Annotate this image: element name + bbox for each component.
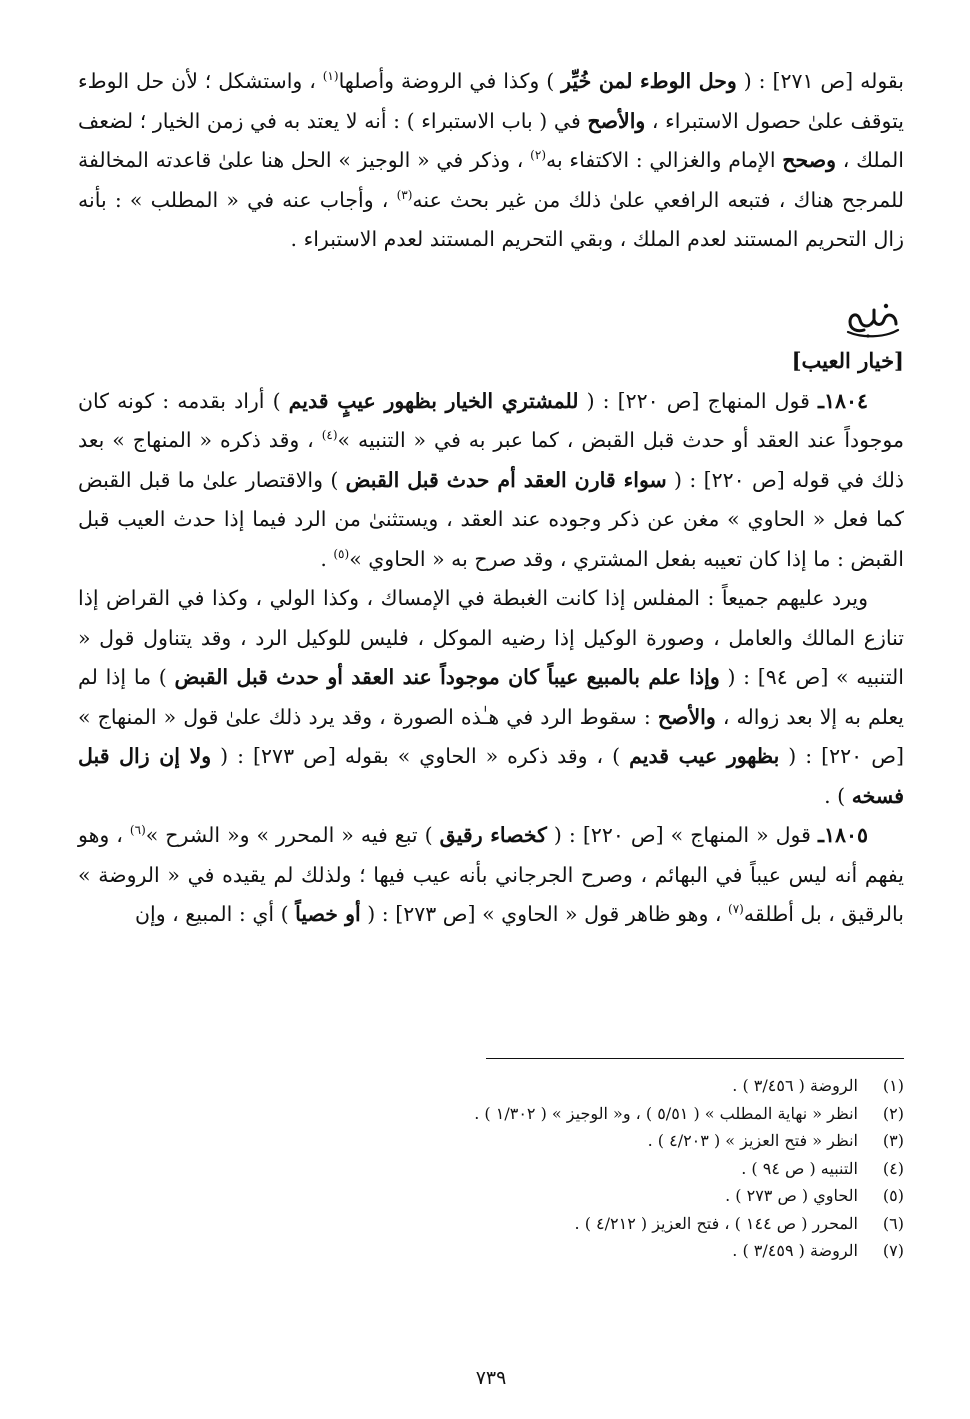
text: : ( — [546, 823, 583, 847]
footnote-divider — [486, 1058, 904, 1059]
page-number: ٧٣٩ — [475, 1367, 507, 1389]
main-text — [78, 62, 904, 935]
footnote-number: (٥) — [882, 1186, 904, 1205]
footnote — [78, 1155, 904, 1183]
footnote-marker: (٢) — [530, 148, 546, 163]
quoted-text: وحل الوطء لمن خُيِّر — [561, 69, 737, 93]
text: ، وهو ظاهر قول « الحاوي » — [475, 902, 729, 926]
footnote-marker: (٤) — [321, 428, 338, 443]
quoted-text: أو خصياً — [295, 902, 361, 926]
footnote — [78, 1210, 904, 1238]
footnote-text: الروضة ( ٣/٤٥٩ ) . — [732, 1241, 858, 1260]
text: ) تبع فيه « المحرر » و« الشرح » — [145, 823, 440, 847]
footnote — [78, 1072, 904, 1100]
quoted-text: ولا إن زال قبل فسخه — [78, 744, 904, 808]
quoted-text: وصحح — [782, 148, 837, 172]
footnote-number: (٣) — [882, 1131, 904, 1150]
text: : ( — [736, 69, 773, 93]
footnote-text: الروضة ( ٣/٤٥٦ ) . — [732, 1076, 858, 1095]
text: ) ، وقد ذكره « الحاوي » بقوله — [335, 744, 630, 768]
chapter-heading-calligraphy — [840, 296, 904, 342]
text: في ( باب الاستبراء ) : أنه لا يعتد به في زمن الخيار ؛ لضعف الملك ، — [78, 108, 904, 172]
page-reference: [ص ٢٢٠] — [703, 467, 785, 492]
quoted-text: والأصح — [587, 108, 646, 133]
text: : ( — [719, 665, 758, 689]
text: الإمام والغزالي : الاكتفاء به — [546, 148, 783, 172]
page-reference: [ص ٢٧٣] — [395, 902, 476, 926]
footnote — [78, 1100, 904, 1128]
issue-number: ١٨٠٥ـ — [817, 823, 868, 847]
page-reference: [ص ٢٢٠] — [582, 823, 664, 847]
text: بقوله — [853, 69, 904, 93]
text: ) أي : المبيع ، وإن — [135, 902, 296, 926]
page-reference: [ص ٢٧٣] — [253, 744, 336, 768]
text: : سقوط الرد في هـٰذه الصورة ، وقد يرد ذلك علىٰ قول « المنهاج » — [78, 704, 658, 729]
footnote-text: انظر « فتح العزيز » ( ٤/٢٠٣ ) . — [647, 1131, 858, 1150]
quoted-text: بظهور عيب قديم — [629, 744, 780, 768]
quoted-text: والأصح — [657, 704, 716, 729]
quoted-text: سواء قارن العقد أم حدث قبل القبض — [345, 467, 667, 492]
section-title: [خيار العيب] — [791, 347, 904, 373]
quoted-text: كخصاء رقيق — [439, 823, 547, 847]
book-page — [78, 62, 904, 1402]
text: : ( — [578, 388, 618, 413]
chapter-heading-text: فصل — [869, 325, 872, 327]
footnote-marker: (٧) — [728, 902, 744, 917]
paragraph-1804 — [78, 382, 904, 580]
footnote-number: (١) — [882, 1076, 904, 1095]
text: ، واستشكل ؛ لأن حل الوطء يتوقف علىٰ حصول الاستبراء ، — [78, 69, 904, 133]
text: . — [320, 546, 334, 571]
footnote-text: المحرر ( ص ١٤٤ ) ، فتح العزيز ( ٤/٢١٢ ) . — [574, 1213, 858, 1233]
footnote-number: (٢) — [882, 1103, 904, 1123]
footnote-marker: (٦) — [129, 823, 146, 838]
footnote — [78, 1237, 904, 1265]
footnote-text: الحاوي ( ص ٢٧٣ ) . — [725, 1186, 858, 1205]
text: ، وأجاب عنه في « المطلب » : بأنه زال التحريم المستند لعدم الملك ، وبقي التحريم المستند لعدم الاستبراء . — [78, 187, 904, 251]
footnote-number: (٧) — [882, 1241, 904, 1260]
text: : ( — [779, 744, 822, 768]
footnote — [78, 1127, 904, 1155]
footnote-text: انظر « نهاية المطلب » ( ٥/٥١ ) ، و« الوجيز » ( ١/٣٠٢ ) . — [474, 1103, 858, 1123]
text: ، وقد ذكره « المنهاج » بعد ذلك في قوله — [78, 428, 904, 492]
text: : ( — [211, 744, 254, 768]
text: ، وذكر في « الوجيز » الحل هنا علىٰ قاعدته المخالفة للمرجح هناك ، فتبعه الرافعي علىٰ ذلك من غير بحث عنه — [78, 148, 904, 212]
text: ، وهو يفهم أنه ليس عيباً في البهائم ، وصرح الجرجاني بأنه عيب فيها ؛ ولذلك لم يقيده في « الروضة » بالرقيق ، بل أطلقه — [78, 823, 904, 926]
paragraph-1 — [78, 62, 904, 260]
issue-number: ١٨٠٤ـ — [817, 388, 868, 413]
footnote-number: (٦) — [882, 1213, 904, 1233]
text: : ( — [360, 902, 396, 926]
quoted-text: للمشتري الخيار بظهور عيبٍ قديم — [288, 388, 579, 413]
page-reference: [ص ٢٢٠] — [821, 744, 904, 768]
text: ) . — [824, 783, 852, 808]
text: ) والاقتصار علىٰ ما قبل القبض كما فعل « الحاوي » مغن عن ذكر وجوده عند العقد ، ويستثنىٰ من الرد فيما إذا حدث العيب قبل القبض : ما إذا كان تعيبه بفعل المشتري ، وقد صرح به « الحاوي » — [78, 467, 904, 571]
text: ) ما إذا لم يعلم به إلا بعد زواله ، — [78, 665, 904, 729]
text: ) وكذا في الروضة وأصلها — [338, 69, 562, 93]
text: ويرد عليهم جميعاً : المفلس إذا كانت الغبطة في الإمساك ، وكذا الولي ، وكذا في القراض إذا تنازع المالك والعامل ، وصورة الوكيل إذا رضيه الموكل ، فليس للوكيل الرد ، وقد يتناول قول « التنبيه » — [78, 586, 904, 689]
page-reference: [ص ٢٢٠] — [617, 388, 700, 413]
chapter-ornament — [78, 296, 904, 342]
footnotes — [78, 1072, 904, 1265]
page-reference: [ص ٩٤] — [757, 665, 829, 689]
footnote-marker: (٣) — [396, 187, 413, 202]
footnote-number: (٤) — [882, 1158, 904, 1178]
footnote-marker: (٥) — [333, 546, 350, 561]
footnote — [78, 1182, 904, 1210]
paragraph-1805 — [78, 816, 904, 935]
page-reference: [ص ٢٧١] — [772, 69, 854, 93]
footnote-text: التنبيه ( ص ٩٤ ) . — [741, 1158, 858, 1178]
text: قول المنهاج — [699, 388, 818, 413]
footnote-marker: (١) — [322, 69, 339, 84]
text: : ( — [666, 467, 704, 492]
quoted-text: وإذا علم بالمبيع عيباً كان موجوداً عند العقد أو حدث قبل القبض — [174, 665, 720, 689]
text: ) أراد بقدمه : كونه كان موجوداً عند العقد أو حدث قبل القبض ، كما عبر به في « التنبيه » — [78, 388, 904, 452]
paragraph-objections — [78, 579, 904, 816]
text: قول « المنهاج » — [663, 823, 818, 847]
